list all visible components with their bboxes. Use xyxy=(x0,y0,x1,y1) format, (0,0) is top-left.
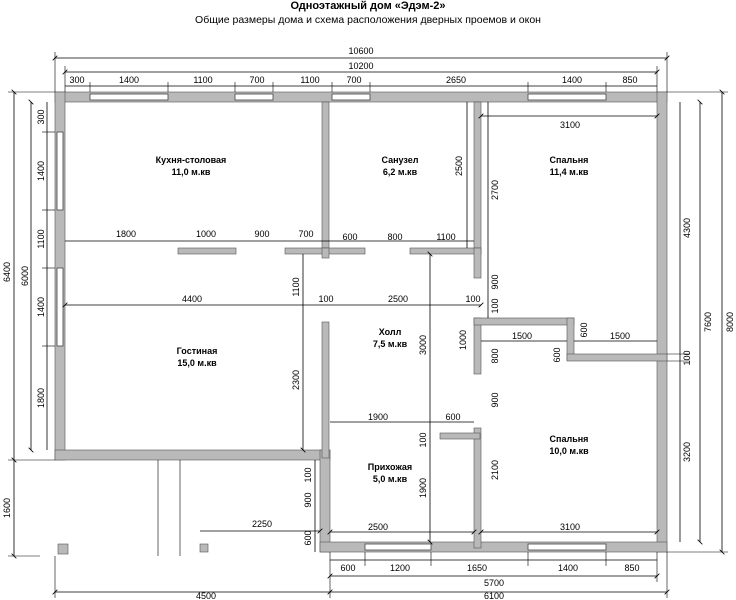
outer-wall-right xyxy=(657,92,667,552)
dim-right-seg-3: 3200 xyxy=(682,441,692,463)
dim-h600: 600 xyxy=(445,412,461,422)
dim-kitchen-row-7: 1100 xyxy=(436,232,456,242)
page-title: Одноэтажный дом «Эдэм-2» xyxy=(290,0,446,12)
wall-kitchen-piece-1 xyxy=(178,248,236,254)
window-top-3 xyxy=(332,94,370,100)
dim-bottom-seg-5: 850 xyxy=(624,563,640,573)
room-bathroom-area: 6,2 м.кв xyxy=(382,167,418,177)
dim-v900a: 900 xyxy=(490,274,500,290)
dim-v900c: 900 xyxy=(303,492,313,508)
dim-top-seg-9: 850 xyxy=(622,75,638,85)
dim-v600a: 600 xyxy=(579,322,589,338)
dim-bed1-width: 3100 xyxy=(559,120,581,130)
dim-v100a: 100 xyxy=(490,298,500,314)
dim-right-seg-1: 4300 xyxy=(682,217,692,239)
dim-v100c: 100 xyxy=(303,467,313,483)
wall-living-hall xyxy=(322,322,329,458)
dim-left-seg-3: 1100 xyxy=(36,229,46,249)
dim-bottom-seg-2: 1200 xyxy=(389,563,411,573)
dim-top-seg-8: 1400 xyxy=(561,75,583,85)
dim-v600c: 600 xyxy=(303,530,313,546)
window-left-2 xyxy=(57,268,63,346)
dim-top-seg-5: 1100 xyxy=(300,75,320,85)
dim-hall-row-4: 100 xyxy=(465,294,481,304)
dim-bed1-height: 2700 xyxy=(490,179,500,201)
dim-kitchen-row-1: 1800 xyxy=(115,229,137,239)
dim-h3100b: 3100 xyxy=(559,522,581,532)
window-top-2 xyxy=(235,94,273,100)
dim-v1900: 1900 xyxy=(418,477,428,499)
dim-h2250: 2250 xyxy=(251,519,273,529)
dim-kitchen-row-4: 700 xyxy=(298,229,314,239)
dim-top-wall: 10200 xyxy=(348,61,374,71)
room-living-name: Гостиная xyxy=(176,346,218,356)
porch xyxy=(58,460,208,556)
wall-kitchen-stub xyxy=(322,248,329,258)
window-top-4 xyxy=(528,94,606,100)
dim-h1900: 1900 xyxy=(367,412,389,422)
dim-h1500a: 1500 xyxy=(511,331,533,341)
dim-bottom-wall: 5700 xyxy=(483,578,505,588)
dim-top-seg-1: 300 xyxy=(69,75,85,85)
dim-top-seg-4: 700 xyxy=(249,75,265,85)
room-bedroom2-area: 10,0 м.кв xyxy=(549,446,589,456)
entry-wall-left xyxy=(320,450,330,552)
dim-bottom-seg-4: 1400 xyxy=(557,563,579,573)
dim-bottom-seg-1: 600 xyxy=(340,563,356,573)
dim-hall-row-1: 4400 xyxy=(181,294,203,304)
room-living-area: 15,0 м.кв xyxy=(177,358,217,368)
dim-kitchen-row-2: 1000 xyxy=(195,229,217,239)
dim-v1000: 1000 xyxy=(458,329,468,351)
dim-top-overall: 10600 xyxy=(348,46,374,56)
dim-bottom-seg-3: 1650 xyxy=(466,563,488,573)
wall-bedroom2-left xyxy=(474,428,481,548)
room-kitchen-area: 11,0 м.кв xyxy=(171,167,211,177)
left-dimensions xyxy=(2,92,55,556)
dim-top-seg-7: 2650 xyxy=(445,75,467,85)
dim-top-seg-3: 1100 xyxy=(193,75,213,85)
dim-bottom-left: 4500 xyxy=(195,591,217,600)
dim-hall-row-2: 100 xyxy=(318,294,334,304)
room-entry-area: 5,0 м.кв xyxy=(372,474,408,484)
room-bathroom-name: Санузел xyxy=(381,155,419,165)
dim-v1100: 1100 xyxy=(291,277,301,297)
window-top-1 xyxy=(90,94,168,100)
wall-bath-bottom xyxy=(410,248,481,254)
dim-kitchen-row-3: 900 xyxy=(254,229,270,239)
window-bottom-2 xyxy=(528,544,606,550)
room-entry-name: Прихожая xyxy=(367,462,413,472)
page-subtitle: Общие размеры дома и схема расположения дверных проемов и окон xyxy=(195,14,541,26)
wall-bath-bedroom xyxy=(474,102,481,254)
dim-top-seg-6: 700 xyxy=(346,75,362,85)
dim-v100b: 100 xyxy=(418,432,428,448)
wall-bedrooms-divider xyxy=(567,354,667,361)
dim-v600b: 600 xyxy=(552,347,562,363)
dim-h1500b: 1500 xyxy=(609,331,631,341)
dim-top-seg-2: 1400 xyxy=(118,75,140,85)
top-dimensions xyxy=(55,46,667,92)
dim-left-seg-1: 300 xyxy=(36,109,46,125)
dim-h2500b: 2500 xyxy=(367,522,389,532)
dim-v800: 800 xyxy=(490,348,500,364)
dim-right-overall: 8000 xyxy=(725,311,735,333)
bottom-dimensions xyxy=(55,552,667,600)
right-dimensions xyxy=(667,92,735,552)
living-wall-bottom xyxy=(55,450,330,460)
dim-left-seg-4: 1400 xyxy=(36,296,46,318)
dim-left-porch: 1600 xyxy=(2,497,12,519)
dim-v2100: 2100 xyxy=(490,459,500,481)
dim-hall-row-3: 2500 xyxy=(387,294,409,304)
wall-kitchen-bath xyxy=(322,102,329,248)
room-kitchen-name: Кухня-столовая xyxy=(155,155,227,165)
dim-v3000: 3000 xyxy=(418,334,428,356)
wall-bedroom1-left-low xyxy=(474,248,481,278)
room-bedroom1-area: 11,4 м.кв xyxy=(549,167,589,177)
dim-bath-height: 2500 xyxy=(454,155,464,177)
dim-left-seg-2: 1400 xyxy=(36,160,46,182)
wall-entry-top xyxy=(440,433,480,439)
window-left-1 xyxy=(57,132,63,210)
room-hall-area: 7,5 м.кв xyxy=(372,339,408,349)
dim-v2300: 2300 xyxy=(291,369,301,391)
dim-kitchen-row-6: 800 xyxy=(387,232,403,242)
room-bedroom2-name: Спальня xyxy=(549,434,589,444)
room-hall-name: Холл xyxy=(378,327,402,337)
dim-bottom-right: 6100 xyxy=(483,591,505,600)
dim-left-overall: 6400 xyxy=(2,261,12,283)
dim-right-seg-2: 100 xyxy=(682,350,692,366)
dim-left-seg-5: 1800 xyxy=(36,387,46,409)
wall-closet-top xyxy=(474,318,574,325)
dim-right-wall: 7600 xyxy=(703,311,713,333)
dim-left-wall: 6000 xyxy=(20,265,30,287)
window-bottom-1 xyxy=(365,544,431,550)
wall-closet-left xyxy=(474,318,481,374)
dim-v900b: 900 xyxy=(490,392,500,408)
room-bedroom1-name: Спальня xyxy=(549,155,589,165)
dim-kitchen-row-5: 600 xyxy=(342,232,358,242)
